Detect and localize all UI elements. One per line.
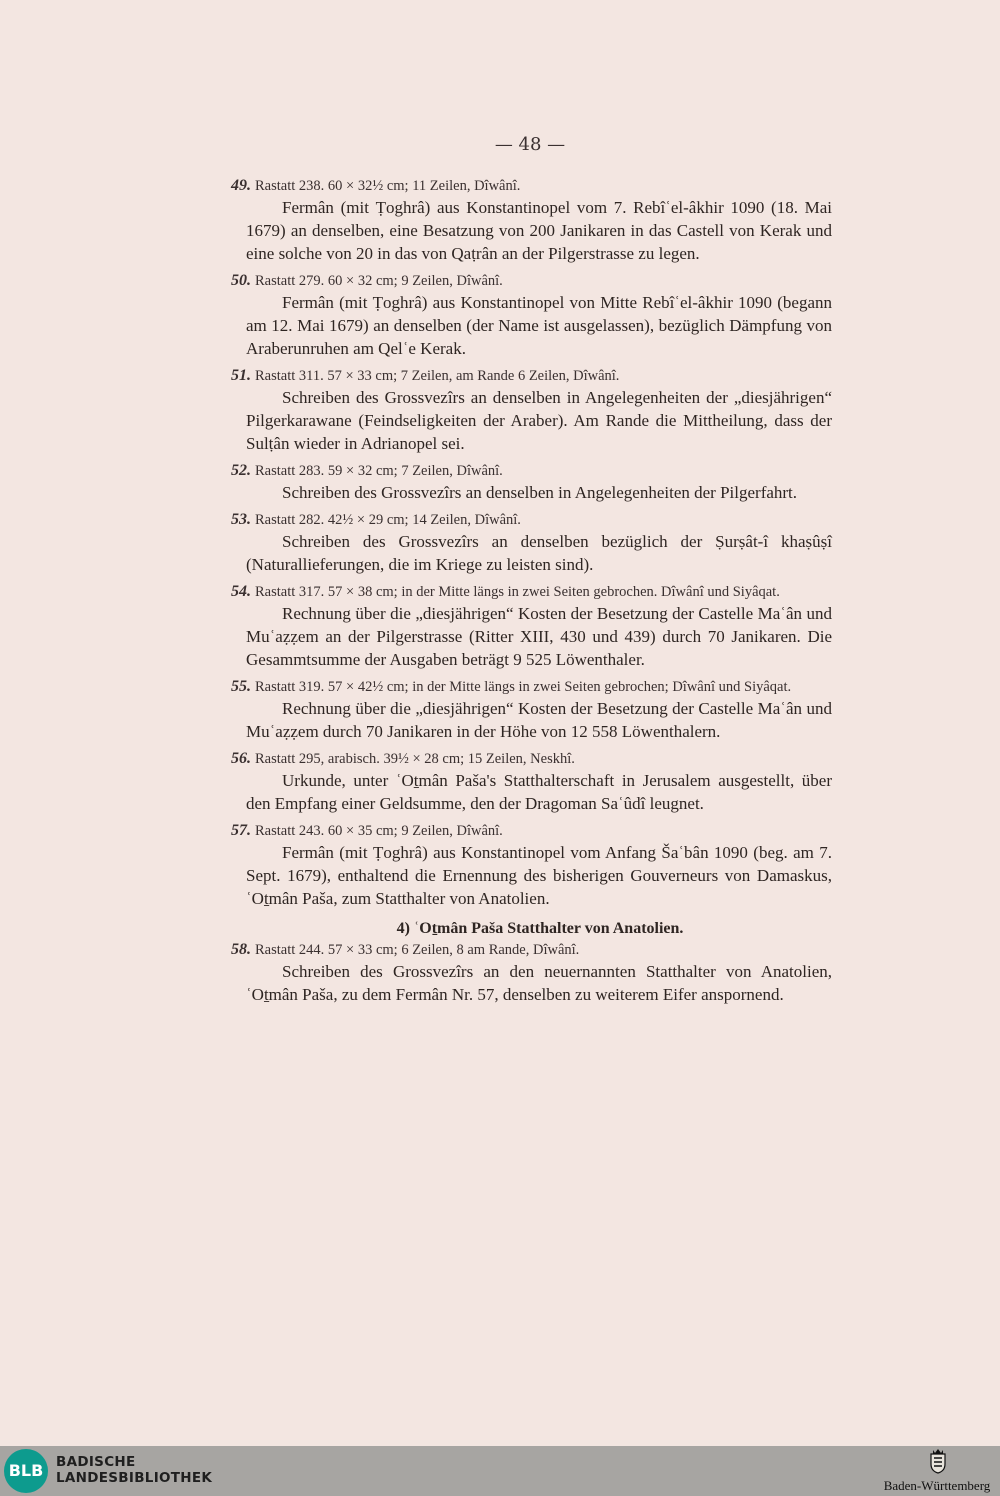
entry-number: 51.	[231, 367, 251, 384]
entry-header	[228, 582, 832, 602]
library-name[interactable]	[56, 1454, 212, 1486]
entry-meta: Rastatt 282. 42½ × 29 cm; 14 Zeilen, Dîwânî.	[255, 512, 521, 528]
catalog-entry	[228, 176, 832, 265]
entry-description: Fermân (mit Ṭoghrâ) aus Konstantinopel von Mitte Rebîʿel-âkhir 1090 (begann am 12. Mai 1679) an denselben (der Name ist ausgelassen), bezüglich Dämpfung von Araberunruhen am Qelʿe Kerak.	[246, 293, 832, 358]
entry-meta: Rastatt 295, arabisch. 39½ × 28 cm; 15 Zeilen, Neskhî.	[255, 751, 575, 767]
catalog-entry	[228, 821, 832, 910]
catalog-entry	[228, 677, 832, 743]
entry-header	[228, 271, 832, 291]
entry-meta: Rastatt 238. 60 × 32½ cm; 11 Zeilen, Dîwânî.	[255, 178, 521, 194]
entry-meta: Rastatt 319. 57 × 42½ cm; in der Mitte längs in zwei Seiten gebrochen; Dîwânî und Siyâqat.	[255, 679, 792, 695]
entry-number: 50.	[231, 272, 251, 289]
entries-after-list	[228, 940, 832, 1006]
entry-number: 58.	[231, 941, 251, 958]
entry-header	[228, 749, 832, 769]
entry-description: Schreiben des Grossvezîrs an denselben in Angelegenheiten der Pilgerfahrt.	[282, 483, 798, 502]
entry-description: Fermân (mit Ṭoghrâ) aus Konstantinopel vom 7. Rebîʿel-âkhir 1090 (18. Mai 1679) an denselben, eine Besatzung von 200 Janikaren in das Castell von Kerak und eine solche von 20 in das von Qaṭrân an der Pilgerstrasse zu legen.	[246, 198, 832, 263]
catalog-entry	[228, 510, 832, 576]
entry-meta: Rastatt 243. 60 × 35 cm; 9 Zeilen, Dîwânî.	[255, 823, 503, 839]
entry-number: 53.	[231, 511, 251, 528]
entry-number: 49.	[231, 177, 251, 194]
entry-number: 52.	[231, 462, 251, 479]
entry-meta: Rastatt 311. 57 × 33 cm; 7 Zeilen, am Rande 6 Zeilen, Dîwânî.	[255, 368, 620, 384]
entry-header	[228, 366, 832, 386]
library-name-line1: BADISCHE	[56, 1454, 136, 1470]
entry-meta: Rastatt 279. 60 × 32 cm; 9 Zeilen, Dîwânî.	[255, 273, 503, 289]
entry-meta: Rastatt 244. 57 × 33 cm; 6 Zeilen, 8 am Rande, Dîwânî.	[255, 942, 580, 958]
library-footer	[0, 1446, 1000, 1496]
entry-description: Fermân (mit Ṭoghrâ) aus Konstantinopel vom Anfang Šaʿbân 1090 (beg. am 7. Sept. 1679), enthaltend die Ernennung des bisherigen Gouverneurs von Damaskus, ʿOṯmân Paša, zum Statthalter von Anatolien.	[246, 843, 832, 908]
catalog-entry	[228, 940, 832, 1006]
state-name[interactable]: Baden-Württemberg	[883, 1478, 991, 1493]
catalog-entry	[228, 582, 832, 671]
entry-header	[228, 510, 832, 530]
entry-description: Rechnung über die „diesjährigen“ Kosten der Besetzung der Castelle Maʿân und Muʿaẓẓem durch 70 Janikaren in der Höhe von 12 558 Löwenthalern.	[246, 699, 832, 741]
entry-number: 56.	[231, 750, 251, 767]
library-name-line2: LANDESBIBLIOTHEK	[56, 1470, 213, 1486]
entry-description: Schreiben des Grossvezîrs an denselben bezüglich der Ṣurṣât-î khaṣûṣî (Naturallieferungen, die im Kriege zu leisten sind).	[246, 532, 832, 574]
entry-header	[228, 461, 832, 481]
entries-list	[228, 176, 832, 910]
entry-description: Urkunde, unter ʿOṯmân Paša's Statthalterschaft in Jerusalem ausgestellt, über den Empfang einer Geldsumme, den der Dragoman Saʿûdî leugnet.	[246, 771, 832, 813]
blb-logo[interactable]: BLB	[4, 1449, 48, 1493]
coat-of-arms-icon	[928, 1448, 948, 1474]
entry-number: 57.	[231, 822, 251, 839]
entry-meta: Rastatt 317. 57 × 38 cm; in der Mitte längs in zwei Seiten gebrochen. Dîwânî und Siyâqat.	[255, 584, 780, 600]
entry-number: 54.	[231, 583, 251, 600]
entry-header	[228, 940, 832, 960]
catalog-entry	[228, 366, 832, 455]
entry-header	[228, 677, 832, 697]
entry-meta: Rastatt 283. 59 × 32 cm; 7 Zeilen, Dîwânî.	[255, 463, 503, 479]
entry-header	[228, 821, 832, 841]
entry-header	[228, 176, 832, 196]
catalog-entry	[228, 749, 832, 815]
section-heading: 4) ʿOṯmân Paša Statthalter von Anatolien.	[396, 920, 684, 937]
entry-description: Rechnung über die „diesjährigen“ Kosten der Besetzung der Castelle Maʿân und Muʿaẓẓem an der Pilgerstrasse (Ritter XIII, 430 und 439) durch 70 Janikaren. Die Gesammtsumme der Ausgaben beträgt 9 525 Löwenthaler.	[246, 604, 832, 669]
page-number: — 48 —	[494, 134, 566, 155]
catalog-text	[228, 176, 832, 1012]
entry-number: 55.	[231, 678, 251, 695]
entry-description: Schreiben des Grossvezîrs an den neuernannten Statthalter von Anatolien, ʿOṯmân Paša, zu dem Fermân Nr. 57, denselben zu weiterem Eifer anspornend.	[246, 962, 832, 1004]
entry-description: Schreiben des Grossvezîrs an denselben in Angelegenheiten der „diesjährigen“ Pilgerkarawane (Feindseligkeiten der Araber). Am Rande die Mittheilung, dass der Sulṭân wieder in Adrianopel sei.	[246, 388, 832, 453]
catalog-entry	[228, 271, 832, 360]
catalog-entry	[228, 461, 832, 504]
